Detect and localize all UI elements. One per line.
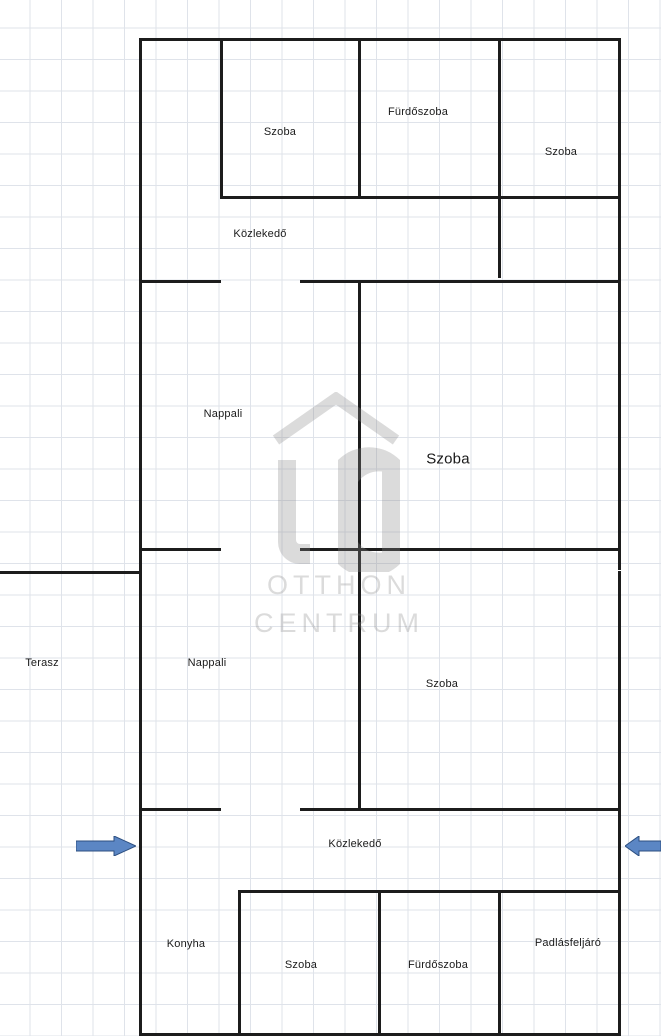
room-label-furdoszoba-1: Fürdőszoba xyxy=(387,106,449,118)
room-label-padlasfeljaro: Padlásfeljáró xyxy=(534,937,602,949)
entrance-arrow-right xyxy=(625,836,661,856)
wall-segment xyxy=(139,280,221,283)
wall-segment xyxy=(139,571,142,811)
wall-segment xyxy=(358,38,361,198)
wall-segment xyxy=(238,890,241,1036)
watermark-line1: OTTHON xyxy=(267,570,411,600)
wall-segment xyxy=(139,548,221,551)
wall-segment xyxy=(618,38,621,283)
room-label-kozlekedo-1: Közlekedő xyxy=(233,228,287,240)
entrance-arrow-left xyxy=(76,836,136,856)
watermark xyxy=(254,392,424,644)
wall-segment xyxy=(238,890,621,893)
wall-segment xyxy=(139,283,142,571)
wall-segment xyxy=(358,280,621,283)
room-label-szoba-4: Szoba xyxy=(425,678,459,690)
room-label-szoba-5: Szoba xyxy=(284,959,318,971)
wall-segment xyxy=(139,38,621,41)
otthon-centrum-logo-icon xyxy=(264,392,414,572)
wall-segment xyxy=(498,196,621,199)
room-label-szoba-3: Szoba xyxy=(426,450,470,468)
room-label-kozlekedo-2: Közlekedő xyxy=(328,838,382,850)
room-label-nappali-2: Nappali xyxy=(187,657,227,669)
wall-segment xyxy=(220,38,223,198)
wall-segment xyxy=(618,280,621,570)
wall-segment xyxy=(498,890,501,1036)
room-label-konyha: Konyha xyxy=(166,938,206,950)
wall-segment xyxy=(0,571,142,574)
room-label-furdoszoba-2: Fürdőszoba xyxy=(407,959,469,971)
wall-segment xyxy=(300,808,621,811)
wall-segment xyxy=(220,196,501,199)
wall-segment xyxy=(139,38,142,283)
wall-segment xyxy=(618,571,621,811)
room-label-szoba-2: Szoba xyxy=(544,146,578,158)
room-label-nappali-1: Nappali xyxy=(203,408,243,420)
room-label-terasz: Terasz xyxy=(25,657,59,669)
wall-segment xyxy=(139,808,221,811)
wall-segment xyxy=(618,808,621,1036)
wall-segment xyxy=(358,280,361,810)
wall-segment xyxy=(139,808,142,1036)
wall-segment xyxy=(378,890,381,1036)
watermark-line2: CENTRUM xyxy=(254,608,424,638)
wall-segment xyxy=(300,548,621,551)
wall-segment xyxy=(498,38,501,278)
room-label-szoba-1: Szoba xyxy=(263,126,297,138)
